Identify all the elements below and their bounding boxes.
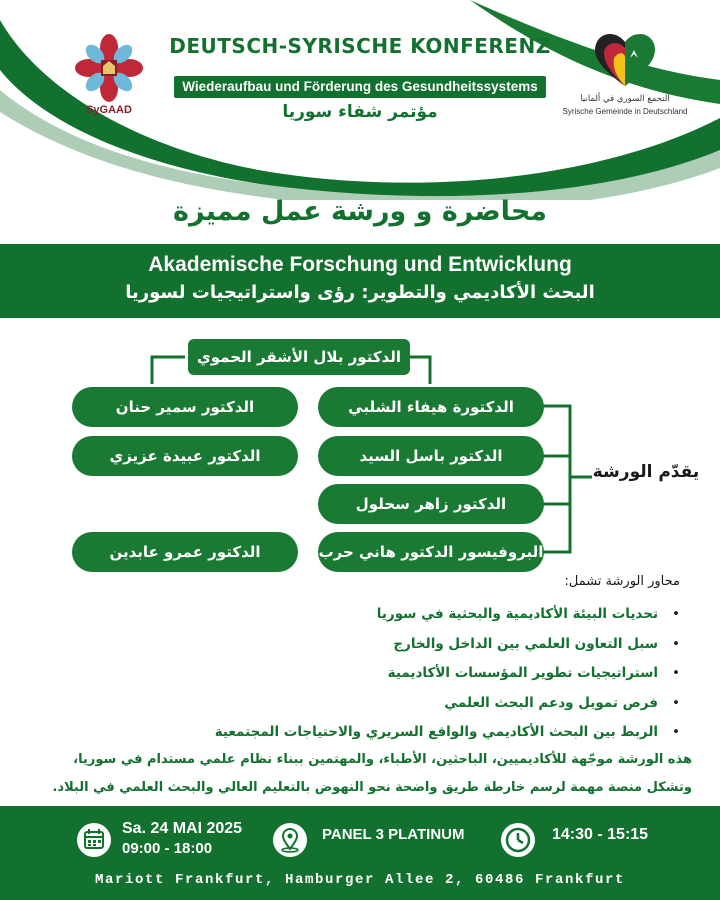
presenter-top: الدكتور بلال الأشقر الحموي	[188, 339, 410, 375]
event-title-german: Akademische Forschung und Entwicklung	[148, 253, 572, 276]
topics-list	[120, 600, 680, 748]
conference-arabic-title: مؤتمر شفاء سوريا	[282, 102, 438, 122]
event-heading: محاضرة و ورشة عمل مميزة	[173, 196, 547, 227]
presenter-right-3: الدكتور زاهر سحلول	[318, 484, 544, 524]
clock-icon	[500, 822, 536, 858]
event-panel: PANEL 3 PLATINUM	[322, 826, 465, 843]
sygaad-logo-text: SyGAAD	[86, 104, 132, 116]
presenter-left-1: الدكتور سمير حنان	[72, 387, 298, 427]
conference-title: DEUTSCH-SYRISCHE KONFERENZ	[169, 34, 551, 58]
presenter-left-2: الدكتور عبيدة عزيزي	[72, 436, 298, 476]
syrian-community-arabic-name: التجمع السوري في ألمانيا	[580, 94, 670, 104]
presenter-right-1: الدكتورة هيفاء الشلبي	[318, 387, 544, 427]
syrian-community-heart-logo-icon	[590, 28, 660, 90]
workshop-description	[22, 746, 692, 802]
presenter-left-3: الدكتور عمرو عابدين	[72, 532, 298, 572]
syrian-community-german-name: Syrische Gemeinde in Deutschland	[562, 107, 688, 116]
event-title-arabic: البحث الأكاديمي والتطوير: رؤى واستراتيجيات لسوريا	[125, 282, 595, 303]
title-band	[0, 244, 720, 318]
description-line-1: هذه الورشة موجّهة للأكاديميين، الباحثين، الأطباء، والمهتمين ببناء نظام علمي مستدام في سوريا،	[73, 752, 692, 767]
presenter-right-2: الدكتور باسل السيد	[318, 436, 544, 476]
topics-title: محاور الورشة تشمل:	[564, 574, 680, 589]
topic-item: • استراتيجيات تطوير المؤسسات الأكاديمية	[120, 659, 680, 689]
topic-item: • الربط بين البحث الأكاديمي والواقع السريري والاحتياجات المجتمعية	[120, 718, 680, 748]
topic-item: • تحديات البيئة الأكاديمية والبحثية في سوريا	[120, 600, 680, 630]
topic-item: • فرص تمويل ودعم البحث العلمي	[120, 689, 680, 719]
topic-item: • سبل التعاون العلمي بين الداخل والخارج	[120, 630, 680, 660]
calendar-icon	[76, 822, 112, 858]
conference-subtitle: Wiederaufbau und Förderung des Gesundheitssystems	[174, 76, 546, 98]
workshop-time: 14:30 - 15:15	[552, 826, 649, 843]
event-hours: 09:00 - 18:00	[122, 840, 213, 857]
presenter-right-4: البروفيسور الدكتور هاني حرب	[318, 532, 544, 572]
event-info-footer	[0, 806, 720, 900]
description-line-2: وتشكل منصة مهمة لرسم خارطة طريق واضحة نحو النهوض بالتعليم العالي والبحث العلمي في البلاد.	[52, 780, 692, 795]
location-pin-icon	[272, 822, 308, 858]
event-date: Sa. 24 MAI 2025	[122, 820, 243, 837]
presenters-label: يقدّم الورشة	[592, 462, 700, 482]
venue-address: Mariott Frankfurt, Hamburger Allee 2, 60486 Frankfurt	[94, 872, 626, 888]
